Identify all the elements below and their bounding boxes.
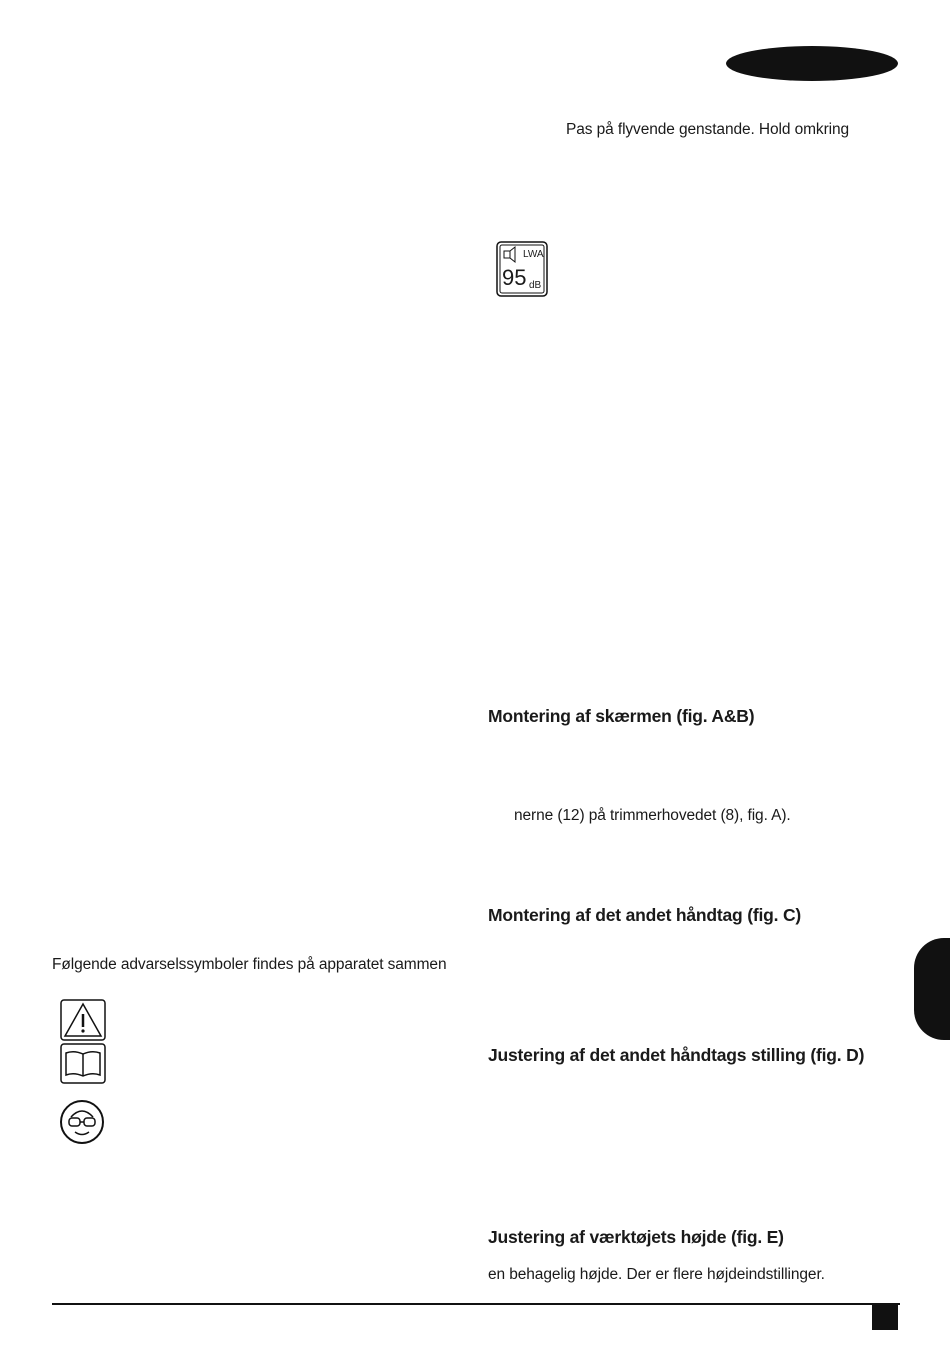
- guard-assembly-text: nerne (12) på trimmerhovedet (8), fig. A).: [514, 807, 791, 824]
- heading-second-handle: Montering af det andet håndtag (fig. C): [488, 905, 802, 925]
- page-number-box: [872, 1303, 898, 1330]
- language-badge: [726, 46, 898, 81]
- eye-protection-icon: [57, 1099, 107, 1145]
- manual-book-icon: [60, 1043, 106, 1084]
- warning-triangle-icon: [60, 999, 106, 1041]
- heading-guard-assembly: Montering af skærmen (fig. A&B): [488, 706, 755, 726]
- heading-tool-height: Justering af værktøjets højde (fig. E): [488, 1227, 784, 1247]
- section-tab: [914, 938, 950, 1040]
- noise-value: 95: [502, 265, 527, 290]
- noise-unit: dB: [529, 280, 542, 291]
- flying-objects-text: Pas på flyvende genstande. Hold omkring: [566, 121, 850, 138]
- tool-height-text: en behagelig højde. Der er flere højdeindstillinger.: [488, 1266, 825, 1283]
- noise-symbol: LWA: [523, 249, 544, 260]
- noise-level-label: [496, 241, 548, 297]
- heading-handle-position: Justering af det andet håndtags stilling (fig. D): [488, 1045, 865, 1065]
- footer-divider: [52, 1303, 900, 1305]
- warning-symbols-intro: Følgende advarselssymboler findes på apparatet sammen: [52, 956, 447, 973]
